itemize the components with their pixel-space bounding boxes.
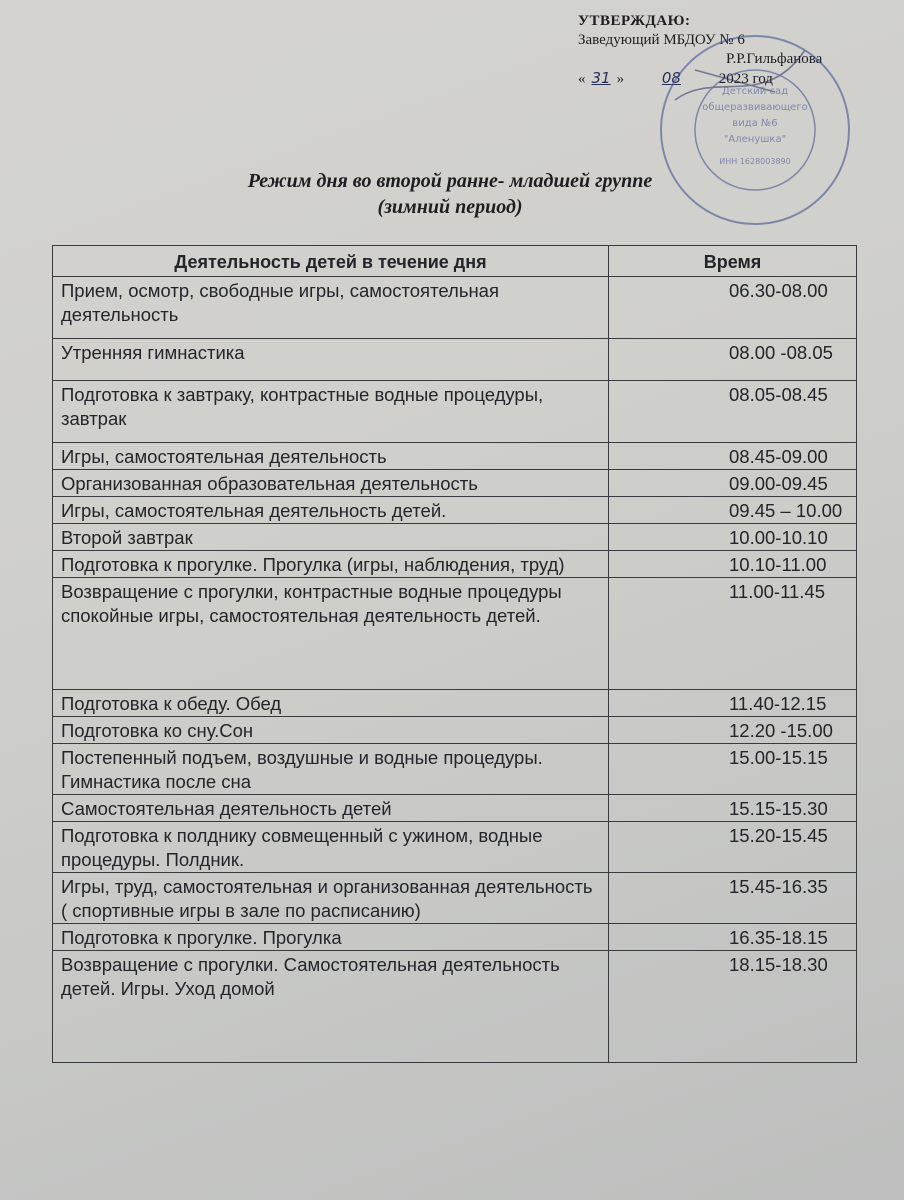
cell-time: 15.15-15.30 (609, 795, 857, 822)
page-heading (130, 168, 770, 220)
table-row (53, 443, 857, 470)
cell-activity: Подготовка к обеду. Обед (53, 690, 609, 717)
stamp-line-1: Детский сад (721, 86, 789, 97)
stamp-line-3: вида №6 (732, 118, 778, 129)
table-row (53, 873, 857, 924)
cell-activity: Утренняя гимнастика (53, 339, 609, 381)
cell-time: 08.00 -08.05 (609, 339, 857, 381)
stamp-line-5: ИНН 1628003890 (719, 157, 791, 166)
cell-activity: Второй завтрак (53, 524, 609, 551)
table-row (53, 744, 857, 795)
cell-activity: Подготовка к полднику совмещенный с ужином, водные процедуры. Полдник. (53, 822, 609, 873)
table-row (53, 339, 857, 381)
cell-time: 10.00-10.10 (609, 524, 857, 551)
approval-signatory: Р.Р.Гильфанова (726, 51, 823, 67)
schedule-table (52, 245, 857, 1063)
cell-activity: Возвращение с прогулки. Самостоятельная деятельность детей. Игры. Уход домой (53, 951, 609, 1063)
table-row (53, 795, 857, 822)
stamp-line-2: общеразвивающего (702, 102, 808, 113)
table-row (53, 277, 857, 339)
cell-activity: Прием, осмотр, свободные игры, самостоятельная деятельность (53, 277, 609, 339)
cell-activity: Подготовка ко сну.Сон (53, 717, 609, 744)
date-year: 2023 год (718, 71, 773, 87)
table-row (53, 524, 857, 551)
cell-activity: Игры, труд, самостоятельная и организованная деятельность ( спортивные игры в зале по расписанию) (53, 873, 609, 924)
approval-title: УТВЕРЖДАЮ: (578, 13, 691, 29)
date-close-quote: » (616, 71, 625, 87)
cell-time: 11.40-12.15 (609, 690, 857, 717)
cell-activity: Возвращение с прогулки, контрастные водные процедуры спокойные игры, самостоятельная деятельность детей. (53, 578, 609, 690)
cell-time: 11.00-11.45 (609, 578, 857, 690)
cell-time: 08.05-08.45 (609, 381, 857, 443)
cell-activity: Самостоятельная деятельность детей (53, 795, 609, 822)
table-row (53, 551, 857, 578)
approval-position: Заведующий МБДОУ № 6 (578, 32, 745, 48)
table-row (53, 578, 857, 690)
date-day: 31 (591, 69, 611, 87)
cell-activity: Организованная образовательная деятельность (53, 470, 609, 497)
table-row (53, 822, 857, 873)
table-row (53, 690, 857, 717)
cell-time: 15.20-15.45 (609, 822, 857, 873)
cell-time: 09.45 – 10.00 (609, 497, 857, 524)
cell-time: 06.30-08.00 (609, 277, 857, 339)
cell-activity: Постепенный подъем, воздушные и водные процедуры. Гимнастика после сна (53, 744, 609, 795)
cell-activity: Игры, самостоятельная деятельность детей. (53, 497, 609, 524)
header-activity: Деятельность детей в течение дня (53, 246, 609, 277)
table-header-row (53, 246, 857, 277)
date-open-quote: « (578, 71, 586, 87)
cell-time: 12.20 -15.00 (609, 717, 857, 744)
cell-activity: Подготовка к прогулке. Прогулка (игры, наблюдения, труд) (53, 551, 609, 578)
table-row (53, 924, 857, 951)
heading-line-2: (зимний период) (377, 196, 523, 218)
heading-line-1: Режим дня во второй ранне- младшей группе (247, 170, 653, 192)
table-row (53, 717, 857, 744)
date-month: 08 (661, 69, 681, 87)
cell-activity: Игры, самостоятельная деятельность (53, 443, 609, 470)
cell-activity: Подготовка к завтраку, контрастные водные процедуры, завтрак (53, 381, 609, 443)
cell-time: 15.45-16.35 (609, 873, 857, 924)
table-row (53, 497, 857, 524)
cell-activity: Подготовка к прогулке. Прогулка (53, 924, 609, 951)
cell-time: 15.00-15.15 (609, 744, 857, 795)
table-row (53, 951, 857, 1063)
cell-time: 16.35-18.15 (609, 924, 857, 951)
cell-time: 09.00-09.45 (609, 470, 857, 497)
stamp-line-4: "Аленушка" (723, 134, 787, 145)
cell-time: 10.10-11.00 (609, 551, 857, 578)
cell-time: 18.15-18.30 (609, 951, 857, 1063)
table-row (53, 381, 857, 443)
header-time: Время (609, 246, 857, 277)
table-row (53, 470, 857, 497)
cell-time: 08.45-09.00 (609, 443, 857, 470)
